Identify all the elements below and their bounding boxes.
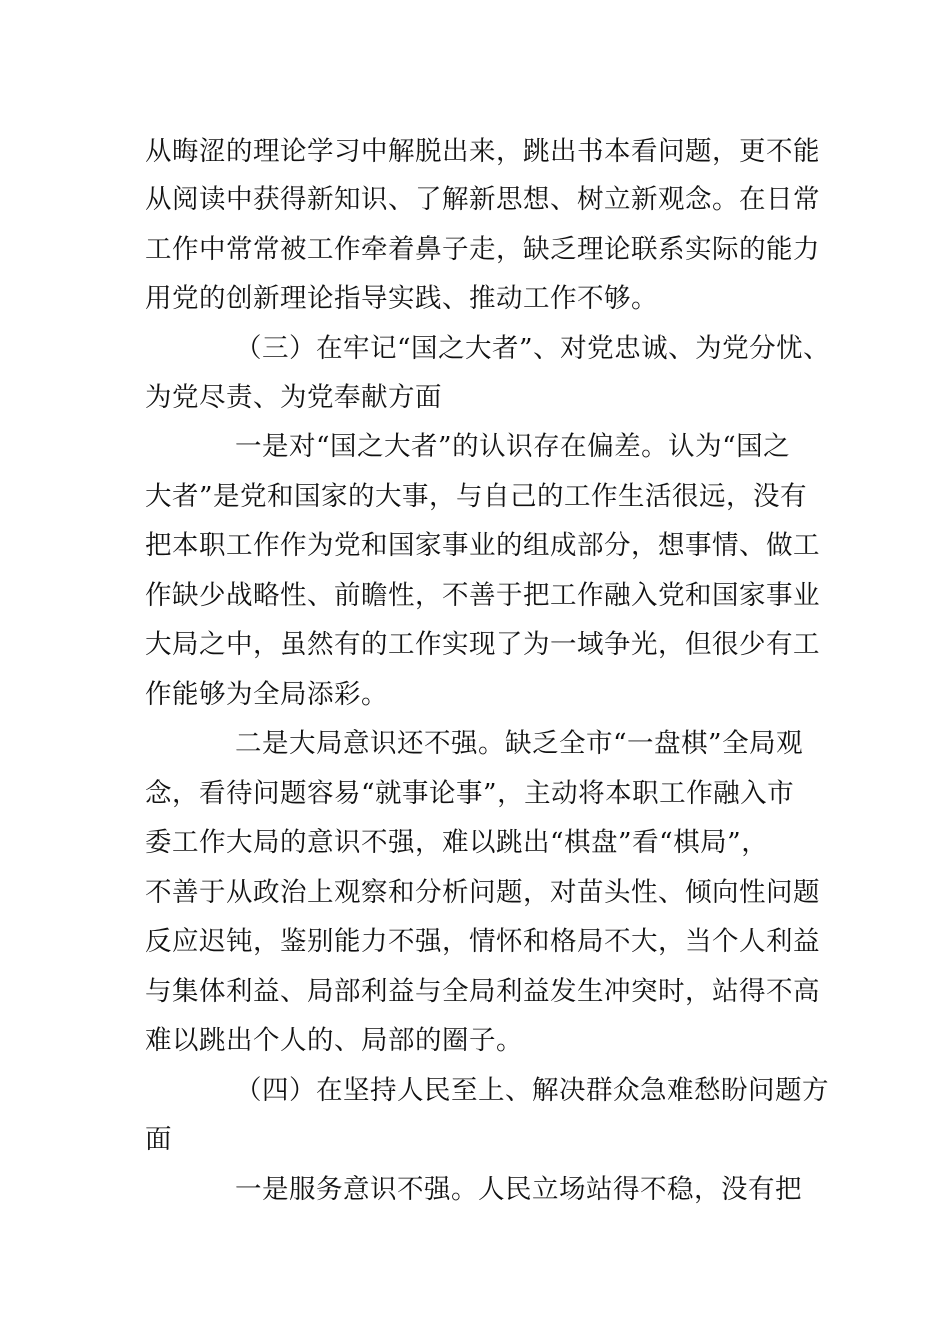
section-heading: （三）在牢记“国之大者”、对党忠诚、为党分忧、	[235, 333, 831, 364]
text-line: 作缺少战略性、前瞻性，不善于把工作融入党和国家事业	[145, 580, 820, 611]
text-line: 把本职工作作为党和国家事业的组成部分，想事情、做工	[145, 530, 820, 561]
text-line: 工作中常常被工作牵着鼻子走，缺乏理论联系实际的能力	[145, 234, 820, 265]
text-line: 大者”是党和国家的大事，与自己的工作生活很远，没有	[145, 481, 808, 512]
section-heading-continued: 为党尽责、为党奉献方面	[145, 382, 442, 413]
paragraph-start: 一是对“国之大者”的认识存在偏差。认为“国之	[235, 431, 791, 462]
text-line: 与集体利益、局部利益与全局利益发生冲突时，站得不高	[145, 976, 820, 1007]
text-line: 用党的创新理论指导实践、推动工作不够。	[145, 283, 658, 314]
text-line: 委工作大局的意识不强，难以跳出“棋盘”看“棋局”，	[145, 827, 769, 858]
section-heading: （四）在坚持人民至上、解决群众急难愁盼问题方	[235, 1075, 829, 1106]
text-line: 难以跳出个人的、局部的圈子。	[145, 1025, 523, 1056]
paragraph-start: 二是大局意识还不强。缺乏全市“一盘棋”全局观	[235, 728, 804, 759]
text-line: 反应迟钝，鉴别能力不强，情怀和格局不大，当个人利益	[145, 926, 820, 957]
paragraph-start: 一是服务意识不强。人民立场站得不稳，没有把	[235, 1174, 802, 1205]
text-line: 大局之中，虽然有的工作实现了为一域争光，但很少有工	[145, 629, 820, 660]
text-line: 不善于从政治上观察和分析问题，对苗头性、倾向性问题	[145, 877, 820, 908]
text-line: 从晦涩的理论学习中解脱出来，跳出书本看问题，更不能	[145, 136, 820, 167]
text-line: 从阅读中获得新知识、了解新思想、树立新观念。在日常	[145, 184, 820, 215]
text-line: 念，看待问题容易“就事论事”，主动将本职工作融入市	[145, 778, 795, 809]
text-line: 作能够为全局添彩。	[145, 679, 388, 710]
section-heading-continued: 面	[145, 1124, 172, 1155]
